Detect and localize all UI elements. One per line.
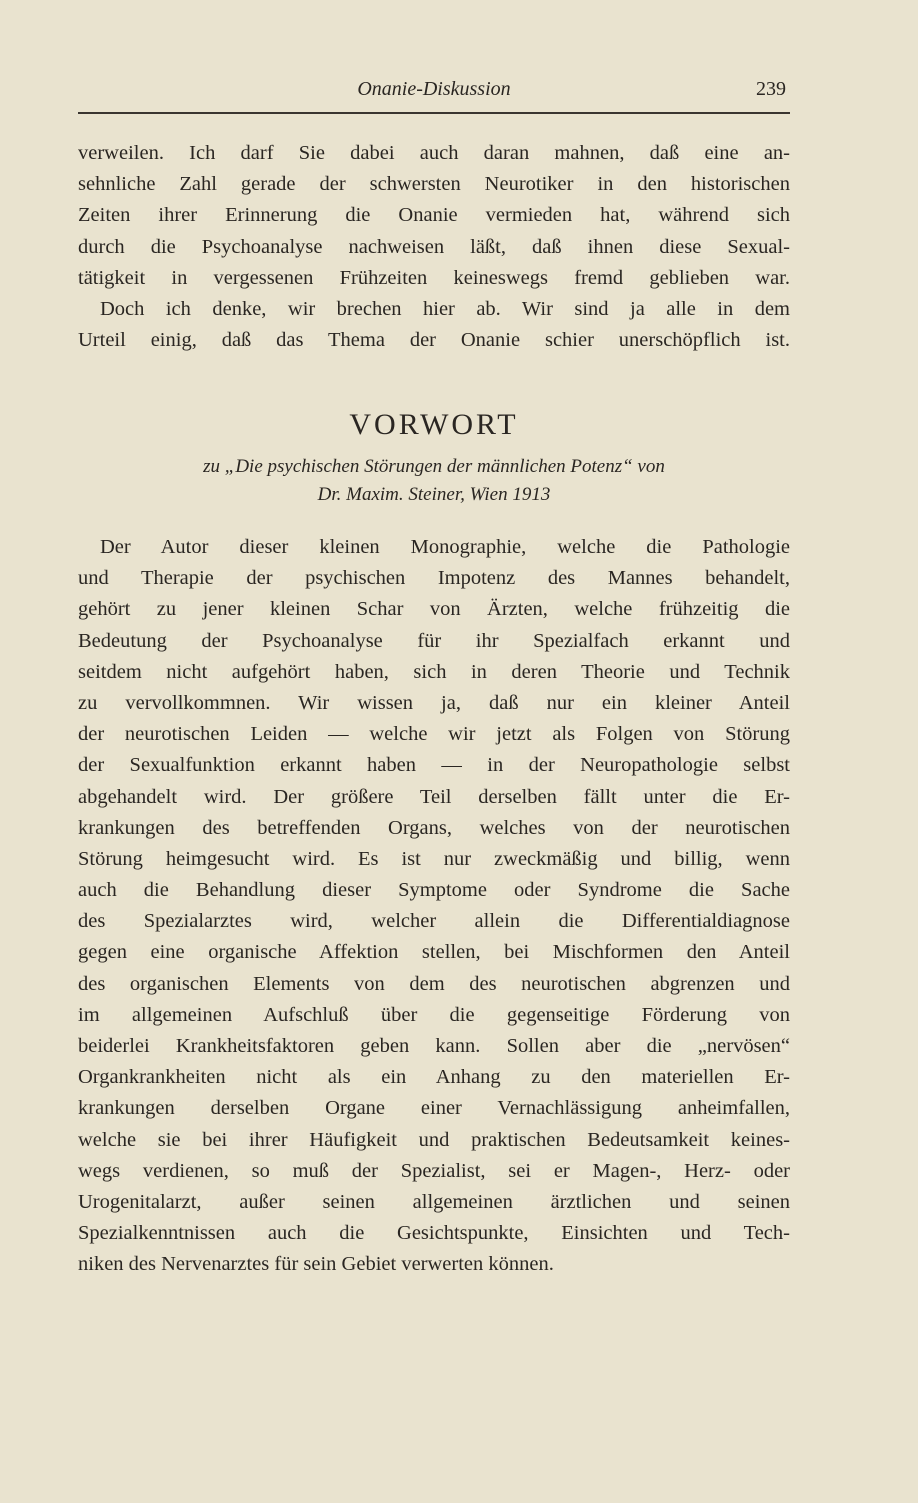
text-line: welche sie bei ihrer Häufigkeit und praktischen Bedeutsamkeit keines-	[78, 1128, 790, 1151]
text-line: Zeiten ihrer Erinnerung die Onanie vermieden hat, während sich	[78, 204, 790, 227]
text-line: beiderlei Krankheitsfaktoren geben kann. Sollen aber die „nervösen“	[78, 1035, 790, 1057]
text-line: auch die Behandlung dieser Symptome oder Syndrome die Sache	[78, 879, 790, 902]
text-line: der Sexualfunktion erkannt haben — in der Neuropathologie selbst	[78, 754, 790, 777]
running-title: Onanie-Diskussion	[357, 78, 511, 100]
text-line: krankungen derselben Organe einer Vernachlässigung anheimfallen,	[78, 1097, 790, 1120]
text-line: Bedeutung der Psychoanalyse für ihr Spezialfach erkannt und	[78, 629, 790, 652]
text-line: sehnliche Zahl gerade der schwersten Neurotiker in den historischen	[78, 173, 790, 196]
page-header	[78, 78, 790, 108]
text-line: niken des Nervenarztes für sein Gebiet verwerten können.	[78, 1253, 554, 1276]
section-subtitle-author: Dr. Maxim. Steiner, Wien 1913	[317, 484, 551, 505]
text-block-top	[78, 138, 790, 356]
text-line: zu vervollkommnen. Wir wissen ja, daß nur ein kleiner Anteil	[78, 691, 790, 714]
text-line: krankungen des betreffenden Organs, welches von der neurotischen	[78, 816, 790, 839]
text-line: Urogenitalarzt, außer seinen allgemeinen ärztlichen und seinen	[78, 1190, 790, 1213]
text-line: seitdem nicht aufgehört haben, sich in deren Theorie und Technik	[78, 660, 790, 683]
section-title: VORWORT	[349, 408, 519, 441]
text-line: durch die Psychoanalyse nachweisen läßt, daß ihnen diese Sexual-	[78, 235, 790, 258]
text-block-vorwort	[78, 532, 790, 1281]
text-line: Urteil einig, daß das Thema der Onanie schier unerschöpflich ist.	[78, 329, 790, 352]
text-line: Störung heimgesucht wird. Es ist nur zweckmäßig und billig, wenn	[78, 847, 790, 870]
text-line: des Spezialarztes wird, welcher allein die Differentialdiagnose	[78, 910, 790, 933]
section-subtitle: zu „Die psychischen Störungen der männlichen Potenz“ von	[203, 456, 665, 477]
text-line: gehört zu jener kleinen Schar von Ärzten, welche frühzeitig die	[78, 598, 790, 621]
text-line: tätigkeit in vergessenen Frühzeiten keineswegs fremd geblieben war.	[78, 266, 790, 289]
text-line: des organischen Elements von dem des neurotischen abgrenzen und	[78, 972, 790, 995]
text-line: im allgemeinen Aufschluß über die gegenseitige Förderung von	[78, 1003, 790, 1026]
text-line: wegs verdienen, so muß der Spezialist, sei er Magen-, Herz- oder	[78, 1159, 790, 1182]
text-line: verweilen. Ich darf Sie dabei auch daran mahnen, daß eine an-	[78, 142, 790, 164]
text-line: Spezialkenntnissen auch die Gesichtspunkte, Einsichten und Tech-	[78, 1222, 790, 1245]
text-line: Doch ich denke, wir brechen hier ab. Wir sind ja alle in dem	[100, 297, 790, 320]
text-line: gegen eine organische Affektion stellen, bei Mischformen den Anteil	[78, 941, 790, 964]
text-line: Der Autor dieser kleinen Monographie, welche die Pathologie	[100, 536, 790, 558]
header-rule	[78, 112, 790, 114]
page-number: 239	[756, 78, 786, 100]
text-line: und Therapie der psychischen Impotenz des Mannes behandelt,	[78, 567, 790, 590]
text-line: Organkrankheiten nicht als ein Anhang zu den materiellen Er-	[78, 1066, 790, 1089]
text-line: abgehandelt wird. Der größere Teil derselben fällt unter die Er-	[78, 785, 790, 808]
text-line: der neurotischen Leiden — welche wir jetzt als Folgen von Störung	[78, 723, 790, 746]
